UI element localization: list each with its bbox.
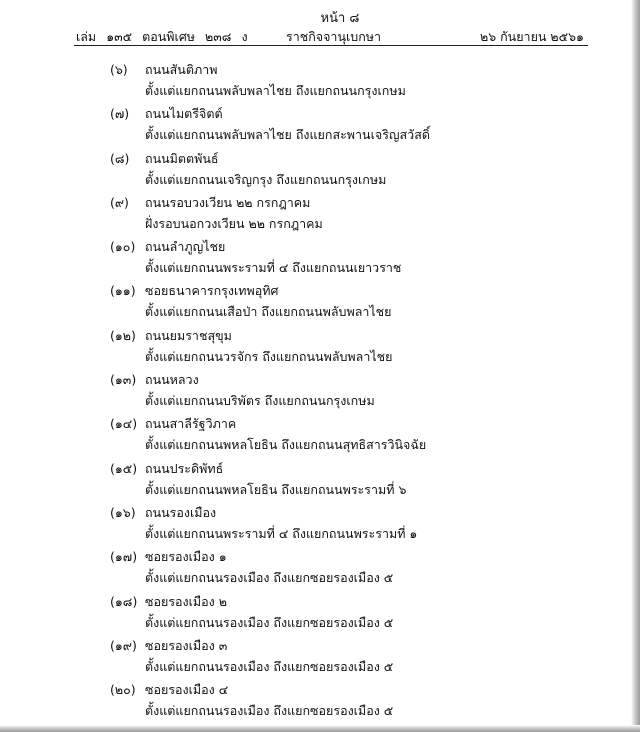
- road-extent: ตั้งแต่แยกถนนวรจักร ถึงแยกถนนพลับพลาไชย: [145, 348, 393, 364]
- road-extent: ตั้งแต่แยกถนนรองเมือง ถึงแยกซอยรองเมือง ๕: [145, 614, 394, 630]
- road-name: ถนนประดิพัทธ์: [145, 460, 224, 476]
- item-number: (๑๖): [110, 504, 136, 520]
- list-item: [0, 680, 640, 724]
- road-extent: ฝั่งรอบนอกวงเวียน ๒๒ กรกฎาคม: [145, 215, 323, 231]
- item-number: (๒๐): [110, 682, 136, 698]
- road-name: ถนนสาลีรัฐวิภาค: [145, 416, 237, 432]
- page-number: หน้า ๘: [320, 11, 360, 26]
- list-item: [0, 547, 640, 591]
- list-item: [0, 636, 640, 680]
- road-name: ซอยรองเมือง ๒: [145, 593, 227, 609]
- issue-label: ตอนพิเศษ: [142, 29, 195, 44]
- page-shadow-bottom: [0, 725, 640, 732]
- road-extent: ตั้งแต่แยกถนนบริพัตร ถึงแยกถนนกรุงเกษม: [145, 393, 375, 409]
- road-name: ซอยรองเมือง ๑: [145, 549, 227, 565]
- list-item: [0, 326, 640, 370]
- section-letter: ง: [241, 29, 248, 44]
- item-number: (๘): [110, 150, 130, 166]
- volume-number: ๑๓๕: [106, 29, 133, 44]
- gazette-issue-info: [76, 27, 258, 47]
- road-extent: ตั้งแต่แยกถนนพระรามที่ ๔ ถึงแยกถนนเยาวราช: [145, 260, 402, 276]
- road-name: ซอยรองเมือง ๓: [145, 637, 228, 653]
- road-name: ถนนสันติภาพ: [145, 62, 218, 77]
- road-name: ซอยรองเมือง ๔: [145, 682, 229, 698]
- road-name: ถนนรอบวงเวียน ๒๒ กรกฎาคม: [145, 194, 311, 210]
- page-shadow-right: [631, 0, 640, 732]
- road-extent: ตั้งแต่แยกถนนรองเมือง ถึงแยกซอยรองเมือง ๕: [145, 658, 394, 674]
- road-name: ถนนยมราชสุขุม: [145, 327, 232, 343]
- volume-label: เล่ม: [76, 29, 97, 44]
- item-number: (๑๘): [110, 593, 138, 609]
- list-item: [0, 237, 640, 281]
- item-number: (๑๕): [110, 460, 138, 476]
- list-item: [0, 592, 640, 636]
- road-list: [0, 60, 640, 724]
- item-number: (๗): [110, 106, 130, 122]
- issue-number: ๒๓๘: [205, 29, 232, 44]
- road-extent: ตั้งแต่แยกถนนพหลโยธิน ถึงแยกถนนสุทธิสารวินิจฉัย: [145, 437, 427, 453]
- road-name: ถนนหลวง: [145, 372, 199, 388]
- list-item: [0, 414, 640, 458]
- list-item: [0, 281, 640, 325]
- road-name: ถนนมิตตพันธ์: [145, 150, 219, 166]
- list-item: [0, 60, 640, 104]
- item-number: (๙): [110, 194, 129, 210]
- list-item: [0, 149, 640, 193]
- publication-name: ราชกิจจานุเบกษา: [286, 29, 382, 44]
- road-extent: ตั้งแต่แยกถนนเสือป่า ถึงแยกถนนพลับพลาไชย: [145, 304, 392, 320]
- road-name: ถนนไมตรีจิตต์: [145, 106, 223, 122]
- road-extent: ตั้งแต่แยกถนนพลับพลาไชย ถึงแยกถนนกรุงเกษม: [145, 83, 406, 98]
- road-extent: ตั้งแต่แยกถนนรองเมือง ถึงแยกซอยรองเมือง ๕: [145, 570, 394, 586]
- list-item: [0, 104, 640, 148]
- item-number: (๑๙): [110, 637, 137, 653]
- list-item: [0, 503, 640, 547]
- list-item: [0, 370, 640, 414]
- header-divider: [74, 45, 588, 46]
- road-name: ถนนลำภูญไชย: [145, 239, 226, 255]
- list-item: [0, 459, 640, 503]
- item-number: (๖): [110, 62, 128, 77]
- road-extent: ตั้งแต่แยกถนนพลับพลาไชย ถึงแยกสะพานเจริญสวัสดิ์: [145, 127, 430, 143]
- road-extent: ตั้งแต่แยกถนนพระรามที่ ๔ ถึงแยกถนนพระรามที่ ๑: [145, 525, 418, 541]
- item-number: (๑๔): [110, 416, 138, 432]
- road-name: ถนนรองเมือง: [145, 504, 217, 520]
- item-number: (๑๑): [110, 283, 136, 299]
- publication-date: ๒๖ กันยายน ๒๕๖๑: [479, 29, 584, 44]
- item-number: (๑๗): [110, 549, 138, 565]
- road-extent: ตั้งแต่แยกถนนพหลโยธิน ถึงแยกถนนพระรามที่ ๖: [145, 481, 407, 497]
- list-item: [0, 193, 640, 237]
- item-number: (๑๓): [110, 372, 137, 388]
- item-number: (๑๒): [110, 327, 136, 343]
- road-extent: ตั้งแต่แยกถนนเจริญกรุง ถึงแยกถนนกรุงเกษม: [145, 171, 387, 187]
- road-name: ซอยธนาคารกรุงเทพอุทิศ: [145, 283, 279, 299]
- road-extent: ตั้งแต่แยกถนนรองเมือง ถึงแยกซอยรองเมือง ๕: [145, 703, 394, 719]
- item-number: (๑๐): [110, 239, 136, 255]
